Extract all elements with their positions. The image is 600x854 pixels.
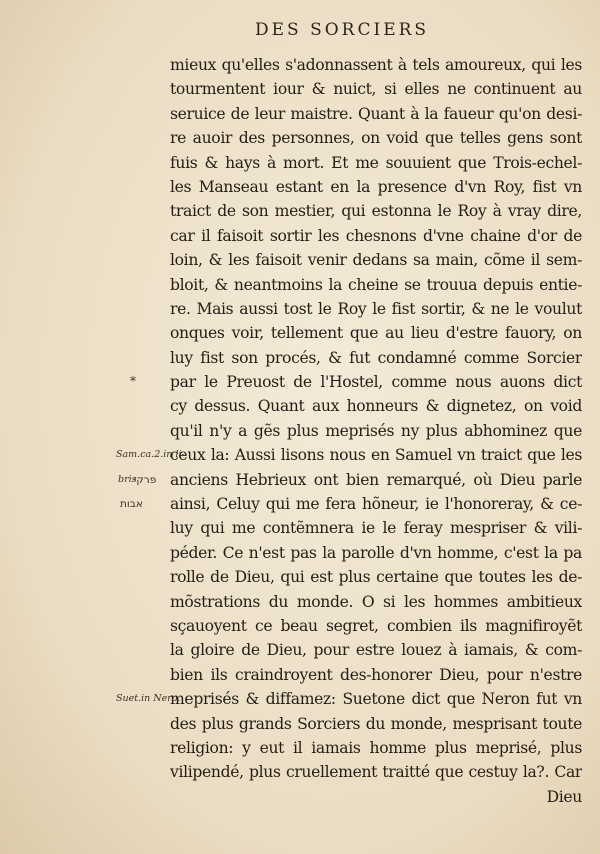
text-line: ceux la: Aussi lisons nous en Samuel vn traict que les [170, 446, 582, 465]
margin-note: bris [118, 473, 137, 485]
text-line: vilipendé, plus cruellement traitté que cestuy la?. Car [170, 763, 582, 782]
marginal-ornament: * [130, 374, 136, 388]
text-line: cy dessus. Quant aux honneurs & dignetez, on void [170, 397, 582, 416]
text-line: anciens Hebrieux ont bien remarqué, où Dieu parle [170, 470, 582, 489]
text-line: bien ils craindroyent des-honorer Dieu, pour n'estre [170, 665, 582, 684]
text-line: re auoir des personnes, on void que telles gens sont [170, 129, 582, 148]
text-line: car il faisoit sortir les chesnons d'vne chaine d'or de [170, 226, 582, 245]
text-line: rolle de Dieu, qui est plus certaine que toutes les de- [170, 568, 582, 587]
text-line: onques voir, tellement que au lieu d'estre fauory, on [170, 324, 582, 343]
text-line: mõstrations du monde. O si les hommes ambitieux [170, 592, 582, 611]
text-line: luy qui me contẽmnera ie le feray mespriser & vili- [170, 519, 582, 538]
text-line: fuis & hays à mort. Et me souuient que Trois-echel- [170, 153, 582, 172]
text-line: religion: y eut il iamais homme plus meprisé, plus [170, 738, 582, 757]
text-line: meprisés & diffamez: Suetone dict que Neron fut vn [170, 690, 582, 709]
text-line: Dieu [546, 787, 582, 806]
text-line: traict de son mestier, qui estonna le Roy à vray dire, [170, 202, 582, 221]
text-line: loin, & les faisoit venir dedans sa main, cõme il sem- [170, 251, 582, 270]
margin-note: Sam.ca.2.in li- [116, 449, 185, 461]
text-line: sçauoyent ce beau segret, combien ils magnifiroyẽt [170, 616, 582, 635]
text-line: bloit, & neantmoins la cheine se trouua depuis entie- [170, 275, 582, 294]
running-head: DES SORCIERS [255, 20, 430, 40]
margin-note: Suet.in Nero. [116, 693, 181, 705]
text-line: qu'il n'y a gẽs plus meprisés ny plus abhominez que [170, 421, 582, 440]
body-text [170, 53, 582, 809]
text-line: des plus grands Sorciers du monde, mesprisant toute [170, 714, 582, 733]
text-line: les Manseau estant en la presence d'vn Roy, fist vn [170, 177, 582, 196]
text-line: re. Mais aussi tost le Roy le fist sortir, & ne le voulut [170, 299, 582, 318]
text-line: luy fist son procés, & fut condamné comme Sorcier [170, 348, 582, 367]
margin-note-hebrew: אבות [120, 498, 143, 511]
text-line: ainsi, Celuy qui me fera hõneur, ie l'honoreray, & ce- [170, 495, 582, 514]
text-line: tourmentent iour & nuict, si elles ne continuent au [170, 80, 582, 99]
text-line: seruice de leur maistre. Quant à la faueur qu'on desi- [170, 104, 582, 123]
text-line: péder. Ce n'est pas la parolle d'vn homme, c'est la pa [170, 543, 582, 562]
text-line: mieux qu'elles s'adonnassent à tels amoureux, qui les [170, 56, 582, 74]
text-line: la gloire de Dieu, pour estre louez à iamais, & com- [170, 641, 582, 660]
margin-note-hebrew: פרקי [134, 473, 157, 486]
text-line: par le Preuost de l'Hostel, comme nous auons dict [170, 373, 582, 392]
